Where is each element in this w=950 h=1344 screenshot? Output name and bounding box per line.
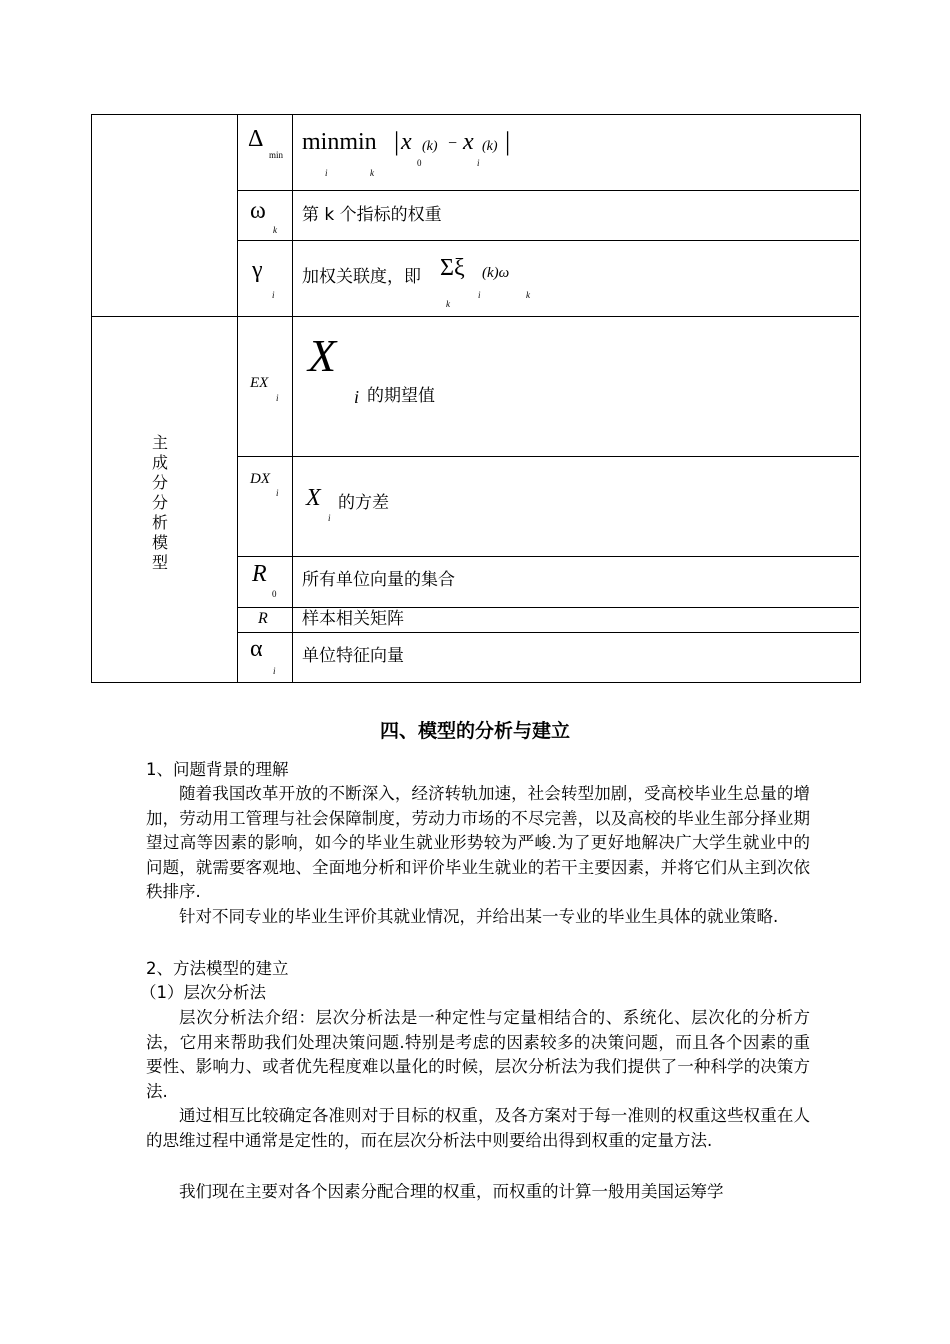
expectation-symbol: EX [250,375,269,391]
symbol-subscript: i [276,393,279,403]
delta-symbol: Δ [248,126,264,152]
subsection-heading: 1、问题背景的理解 [146,760,289,779]
row-description: 所有单位向量的集合 [302,570,455,590]
body-paragraph: 针对不同专业的毕业生评价其就业情况，并给出某一专业的毕业生具体的就业策略. [179,907,779,926]
row-description: 加权关联度，即 [302,267,421,287]
weighted-sum-formula: Σξ [440,255,465,281]
row-description: 单位特征向量 [302,646,404,666]
symbol-subscript: 0 [272,589,277,599]
omega-symbol: ω [250,198,266,224]
body-paragraph: 层次分析法介绍：层次分析法是一种定性与定量相结合的、系统化、层次化的分析方法，它用来帮助我们处理决策问题.特别是考虑的因素较多的决策问题，而且各个因素的重要性、影响力、或者优先程度难以量化的时候，层次分析法为我们提供了一种科学的决策方法. [146,1008,810,1101]
body-paragraph: 通过相互比较确定各准则对于目标的权重，及各方案对于每一准则的权重这些权重在人的思维过程中通常是定性的，而在层次分析法中则要给出得到权重的定量方法. [146,1106,810,1150]
section-heading: 四、模型的分析与建立 [379,720,570,742]
row-description: 样本相关矩阵 [302,609,404,629]
symbol-subscript: i [272,290,275,300]
symbol-subscript: i [276,488,279,498]
row-description: 的方差 [338,493,389,513]
row-description: 的期望值 [367,386,435,406]
subsection-heading: （1）层次分析法 [140,983,266,1002]
subsection-heading: 2、方法模型的建立 [146,959,289,978]
symbol-subscript: k [273,225,277,235]
symbol-table: Δ min minmin | x (k) − x (k) | i k 0 i ω k 第 k 个指标的权重 γ i 加权关联度，即 Σξ (k)ω k i k EX i X i 的期望值 DX i X i 的方差 R 0 所有单位向量的集合 R 样本相关矩阵 α i 单位特征向量 主 成 分 分 析 模 型 [91,114,861,683]
variance-symbol: DX [250,471,270,487]
row-description: 第 k 个指标的权重 [302,205,442,225]
body-paragraph: 随着我国改革开放的不断深入，经济转轨加速，社会转型加剧，受高校毕业生总量的增加，劳动用工管理与社会保障制度，劳动力市场的不尽完善，以及高校的毕业生部分择业期望过高等因素的影响，如今的毕业生就业形势较为严峻.为了更好地解决广大学生就业中的问题，就需要客观地、全面地分析和评价毕业生就业的若干主要因素，并将它们从主到次依秩排序. [146,784,810,901]
variable-x: X [306,485,321,511]
symbol-subscript: min [269,150,284,160]
variable-x: X [308,330,337,381]
r0-symbol: R [252,561,267,587]
gamma-symbol: γ [252,257,263,283]
r-symbol: R [258,610,268,627]
body-paragraph: 我们现在主要对各个因素分配合理的权重，而权重的计算一般用美国运筹学 [179,1182,724,1201]
alpha-symbol: α [250,636,263,662]
symbol-subscript: i [273,666,276,676]
